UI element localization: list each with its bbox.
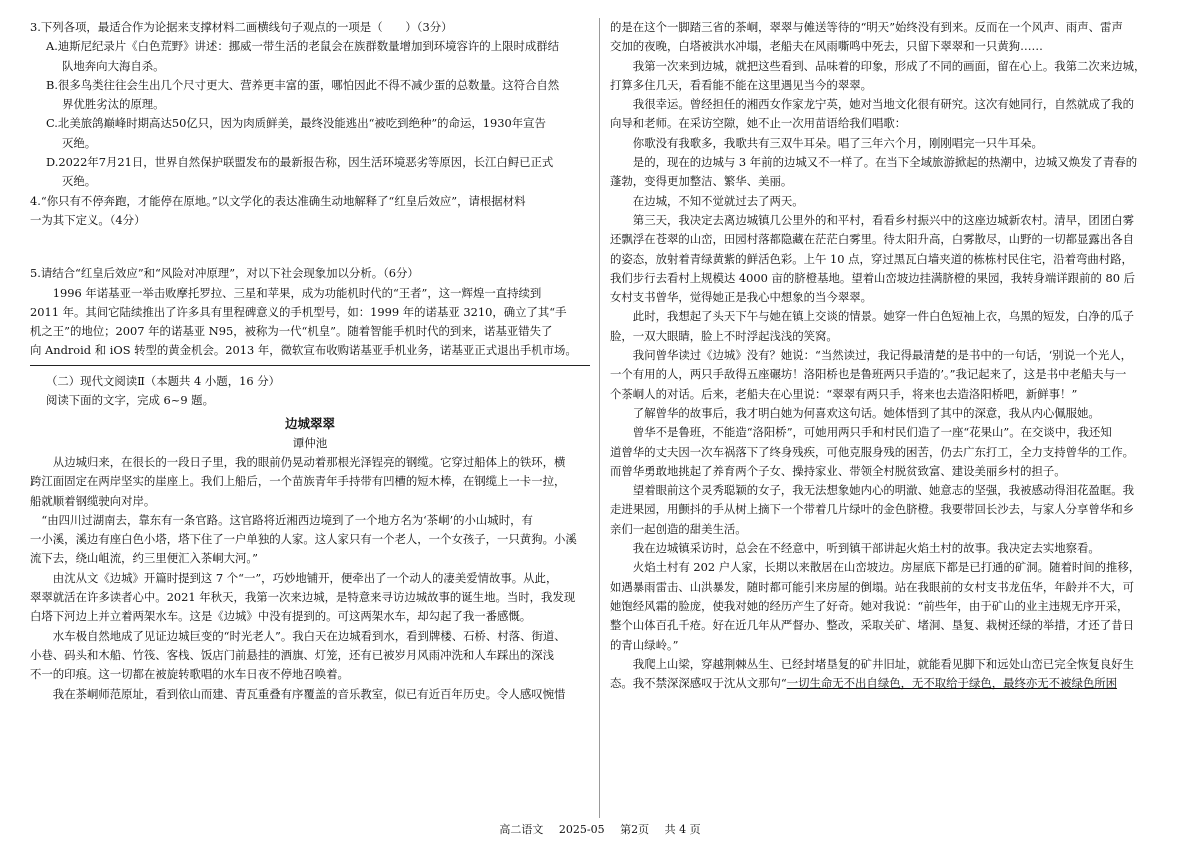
- footer-total: 共 4 页: [664, 823, 701, 836]
- essay-line: 我爬上山梁，穿越荆棘丛生、已经封堵垦复的矿井旧址，就能看见脚下和远处山峦已完全恢复良好生: [632, 656, 1134, 671]
- essay-line: 曾华不是鲁班，不能造“洛阳桥”，可她用两只手和村民们造了一座“花果山”。在交谈中，我还知: [632, 425, 1112, 440]
- essay-paragraph: [610, 346, 1172, 404]
- question-4-line-1: 4.“你只有不停奔跑，才能停在原地。”以文学化的表达准确生动地解释了“红皇后效应”，请根据材料: [30, 193, 526, 208]
- essay-line: 一个有用的人，两只手敌得五座碾坊！洛阳桥也是鲁班两只手造的’。”我记起来了，这是书中老船夫与一: [610, 367, 1127, 382]
- question-4: [30, 192, 590, 231]
- essay-line: 在边城，不知不觉就过去了两天。: [632, 193, 804, 208]
- essay-line: 整个山体百孔千疮。好在近几年从严督办、整改，采取关矿、堵洞、垦复、栽树还绿的举措，才还了昔日: [610, 618, 1134, 633]
- section-heading: （二）现代文阅读Ⅱ（本题共 4 小题，16 分）: [46, 373, 280, 388]
- essay-line: 亲们一起创造的甜美生活。: [610, 521, 747, 536]
- essay-line: 走进果园，用颤抖的手从树上摘下一个带着几片绿叶的金色脐橙。我要带回长沙去，与家人分享曾华和乡: [610, 502, 1134, 517]
- page-footer: [0, 820, 1200, 839]
- essay-line: 从边城归来，在很长的一段日子里，我的眼前仍晃动着那根光泽锃亮的钢缆。它穿过船体上的铁环，横: [52, 454, 566, 469]
- essay-line: 的青山绿岭。”: [610, 637, 679, 652]
- essay-paragraph: [610, 153, 1172, 192]
- essay-line: 由沈从文《边城》开篇时提到这 7 个“一”，巧妙地铺开，便牵出了一个动人的凄美爱情故事。从此，: [52, 570, 558, 585]
- essay-title: 边城翠翠: [284, 416, 335, 432]
- left-column: [30, 18, 590, 704]
- footer-date: 2025-05: [558, 823, 605, 836]
- option-b-cont: 界优胜劣汰的原理。: [62, 97, 165, 112]
- essay-line: 女村支书曾华，觉得她正是我心中想象的当今翠翠。: [610, 290, 872, 305]
- essay-line: 我问曾华读过《边城》没有？她说：“当然读过，我记得最清楚的是书中的一句话，‘别说一个光人，: [632, 348, 1133, 363]
- right-column: [610, 18, 1172, 693]
- essay-line: 如遇暴雨雷击、山洪暴发，随时都可能引来房屋的倒塌。站在我眼前的女村支书龙伍华，年龄并不大，可: [610, 579, 1134, 594]
- essay-line: 水车极自然地成了见证边城巨变的“时光老人”。我白天在边城看到水，看到牌楼、石桥、村落、街道、: [52, 628, 566, 643]
- essay-line: 火焰土村有 202 户人家，长期以来散居在山峦坡边。房屋底下都是已打通的矿洞。随着时间的推移，: [632, 560, 1141, 575]
- essay-line: 道曾华的丈夫因一次车祸落下了终身残疾，可他克服身残的困苦，仍去广东打工，全力支持曾华的工作。: [610, 444, 1134, 459]
- essay-body-right: [610, 18, 1172, 693]
- essay-line: 她饱经风霜的脸庞，使我对她的经历产生了好奇。她对我说：“前些年，由于矿山的业主违规无序开采，: [610, 598, 1129, 613]
- option-c-cont: 灭绝。: [62, 135, 97, 150]
- essay-paragraph: [610, 211, 1172, 307]
- essay-line: 小巷、码头和木船、竹筏、客栈、饭店门前悬挂的酒旗、灯笼，还有已被岁月风雨冲洗和人车踩出的深浅: [30, 647, 554, 662]
- essay-paragraph: [30, 569, 590, 627]
- footer-page: 第2页: [620, 823, 650, 836]
- question-5-material: [30, 284, 590, 361]
- essay-line: 脸，一双大眼睛，脸上不时浮起浅浅的笑窝。: [610, 328, 838, 343]
- essay-line: 的姿态，放射着青绿黄紫的鲜活色彩。上午 10 点，穿过黑瓦白墙夹道的栋栋村民住宅，沿着弯曲村路，: [610, 251, 1133, 266]
- question-3-options: [30, 37, 590, 191]
- essay-paragraph: [30, 453, 590, 511]
- essay-line: 交加的夜晚，白塔被洪水冲塌，老船夫在风雨嘶鸣中死去，只留下翠翠和一只黄狗……: [610, 39, 1043, 54]
- essay-line: 一小溪，溪边有座白色小塔，塔下住了一户单独的人家。这人家只有一个老人，一个女孩子，一只黄狗。小溪: [30, 532, 577, 547]
- essay-line: 不一的印痕。这一切都在被旋转歌唱的水车日夜不停地召唤着。: [30, 667, 349, 682]
- essay-line: 此时，我想起了头天下午与她在镇上交谈的情景。她穿一件白色短袖上衣，乌黑的短发，白净的瓜子: [632, 309, 1134, 324]
- essay-paragraph: [610, 134, 1172, 153]
- essay-paragraph: [610, 192, 1172, 211]
- essay-line: 我第一次来到边城，就把这些看到、品味着的印象，形成了不同的画面，留在心上。我第二次来边城，: [632, 58, 1146, 73]
- essay-body-left: [30, 453, 590, 704]
- section-instruction: 阅读下面的文字，完成 6~9 题。: [46, 393, 214, 408]
- essay-line: 我们步行去看村上规模达 4000 亩的脐橙基地。望着山峦坡边挂满脐橙的果园，我转身端详跟前的 80 后: [610, 270, 1135, 285]
- essay-line: 你歌没有我歌多，我歌共有三双牛耳朵。唱了三年六个月，刚刚唱完一只牛耳朵。: [632, 135, 1043, 150]
- essay-line: 是的，现在的边城与 3 年前的边城又不一样了。在当下全域旅游掀起的热潮中，边城又焕发了青春的: [632, 155, 1138, 170]
- essay-paragraph: [610, 18, 1172, 57]
- section-divider: [30, 365, 590, 366]
- essay-author: 谭仲池: [292, 435, 328, 450]
- essay-line: 跨江面固定在两岸坚实的崖座上。我们上船后，一个苗族青年手持带有凹槽的短木棒，在钢缆上一卡一拉，: [30, 474, 566, 489]
- essay-line: 态。我不禁深深感叹于沈从文那句“一切生命无不出自绿色，无不取给于绿色，最终亦无不被绿色所困: [610, 676, 1118, 691]
- option-d: D.2022年7月21日，世界自然保护联盟发布的最新报告称，因生活环境恶劣等原因，长江白鲟已正式: [46, 155, 554, 170]
- footer-subject: 高二语文: [499, 823, 544, 836]
- material-line: 机之王”的地位；2007 年的诺基亚 N95，被称为一代“机皇”。随着智能手机时代的到来，诺基亚错失了: [30, 324, 553, 339]
- essay-paragraph: [610, 57, 1172, 96]
- question-5-stem: 5.请结合“红皇后效应”和“风险对冲原理”，对以下社会现象加以分析。（6分）: [30, 266, 419, 281]
- question-4-line-2: 一为其下定义。（4分）: [30, 212, 146, 227]
- essay-line: 第三天，我决定去离边城镇几公里外的和平村，看看乡村振兴中的这座边城新农村。清早，团团白雾: [632, 212, 1134, 227]
- essay-line: 翠翠就活在许多读者心中。2021 年秋天，我第一次来边城，是特意来寻访边城故事的诞生地。当时，我发现: [30, 590, 576, 605]
- essay-line: 我在边城镇采访时，总会在不经意中，听到镇干部讲起火焰土村的故事。我决定去实地察看。: [632, 541, 1100, 556]
- section-2: [30, 372, 590, 453]
- essay-paragraph: [30, 627, 590, 685]
- material-line: 向 Android 和 iOS 转型的黄金机会。2013 年，微软宣布收购诺基亚手机业务，诺基亚正式退出手机市场。: [30, 343, 577, 358]
- option-d-cont: 灭绝。: [62, 174, 97, 189]
- essay-paragraph: [30, 685, 590, 704]
- essay-paragraph: [610, 95, 1172, 134]
- essay-line: 蓬勃，变得更加整洁、繁华、美丽。: [610, 174, 793, 189]
- essay-paragraph: [610, 307, 1172, 346]
- answer-space: [30, 230, 590, 264]
- essay-line: 船就顺着钢缆驶向对岸。: [30, 493, 156, 508]
- essay-line: 白塔下河边上并立着两架水车。这是《边城》中没有提到的。可这两架水车，却勾起了我一番感慨。: [30, 609, 532, 624]
- essay-paragraph: [610, 404, 1172, 423]
- essay-line: 流下去，绕山岨流，约三里便汇入茶峒大河。”: [30, 551, 258, 566]
- option-a: A.迪斯尼纪录片《白色荒野》讲述：挪威一带生活的老鼠会在族群数量增加到环境容许的上限时成群结: [46, 39, 560, 54]
- essay-paragraph: [610, 481, 1172, 539]
- column-divider: [599, 18, 600, 818]
- question-5: [30, 264, 590, 360]
- question-3-stem: 3.下列各项，最适合作为论据来支撑材料二画横线句子观点的一项是（ ）（3分）: [30, 20, 453, 34]
- material-line: 2011 年。其间它陆续推出了许多具有里程碑意义的手机型号，如：1999 年的诺基亚 3210，确立了其“手: [30, 304, 567, 319]
- essay-paragraph: [610, 423, 1172, 481]
- essay-line: 而曾华勇敢地挑起了养育两个子女、操持家业、带领全村脱贫致富、建设美丽乡村的担子。: [610, 463, 1066, 478]
- essay-line: 打算多住几天，看看能不能在这里遇见当今的翠翠。: [610, 77, 872, 92]
- essay-line: 向导和老师。在采访空隙，她不止一次用苗语给我们唱歌：: [610, 116, 907, 131]
- essay-line: 我很幸运。曾经担任的湘西女作家龙宁英，她对当地文化很有研究。这次有她同行，自然就成了我的: [632, 97, 1134, 112]
- essay-line: “由四川过湖南去，靠东有一条官路。这官路将近湘西边境到了一个地方名为‘茶峒’的小山城时，有: [41, 512, 533, 527]
- option-a-cont: 队地奔向大海自杀。: [62, 58, 165, 73]
- essay-paragraph: [30, 511, 590, 569]
- essay-paragraph: [610, 655, 1172, 694]
- essay-paragraph: [610, 558, 1172, 654]
- essay-line: 我在茶峒师范原址，看到依山而建、青瓦重叠有序覆盖的音乐教室，似已有近百年历史。令人感叹惋惜: [52, 686, 566, 701]
- essay-line: 望着眼前这个灵秀聪颖的女子，我无法想象她内心的明澈、她意志的坚强，我被感动得泪花盈眶。我: [632, 483, 1134, 498]
- essay-line: 个茶峒人的对话。后来，老船夫在心里说：“翠翠有两只手，将来也去造洛阳桥吧，新鲜事！”: [610, 386, 1078, 401]
- essay-line: 的是在这个一脚踏三省的茶峒，翠翠与傩送等待的“明天”始终没有到来。反而在一个风声、雨声、雷声: [610, 20, 1123, 34]
- material-line: 1996 年诺基亚一举击败摩托罗拉、三星和苹果，成为功能机时代的“王者”，这一辉煌一直持续到: [52, 285, 542, 300]
- option-b: B.很多鸟类往往会生出几个尺寸更大、营养更丰富的蛋，哪怕因此不得不减少蛋的总数量。这符合自然: [46, 77, 560, 92]
- essay-line: 还飘浮在苍翠的山峦，田园村落都隐藏在茫茫白雾里。待太阳升高，白雾散尽，山野的一切都显露出各自: [610, 232, 1134, 247]
- essay-line: 了解曾华的故事后，我才明白她为何喜欢这句话。她体悟到了其中的深意，我从内心佩服她。: [632, 405, 1100, 420]
- essay-paragraph: [610, 539, 1172, 558]
- question-3: [30, 18, 590, 192]
- option-c: C.北美旅鸽巅峰时期高达50亿只，因为肉质鲜美，最终没能逃出“被吃到绝种”的命运，1930年宣告: [46, 116, 546, 131]
- underlined-quote: 一切生命无不出自绿色，无不取给于绿色，最终亦无不被绿色所困: [786, 676, 1118, 691]
